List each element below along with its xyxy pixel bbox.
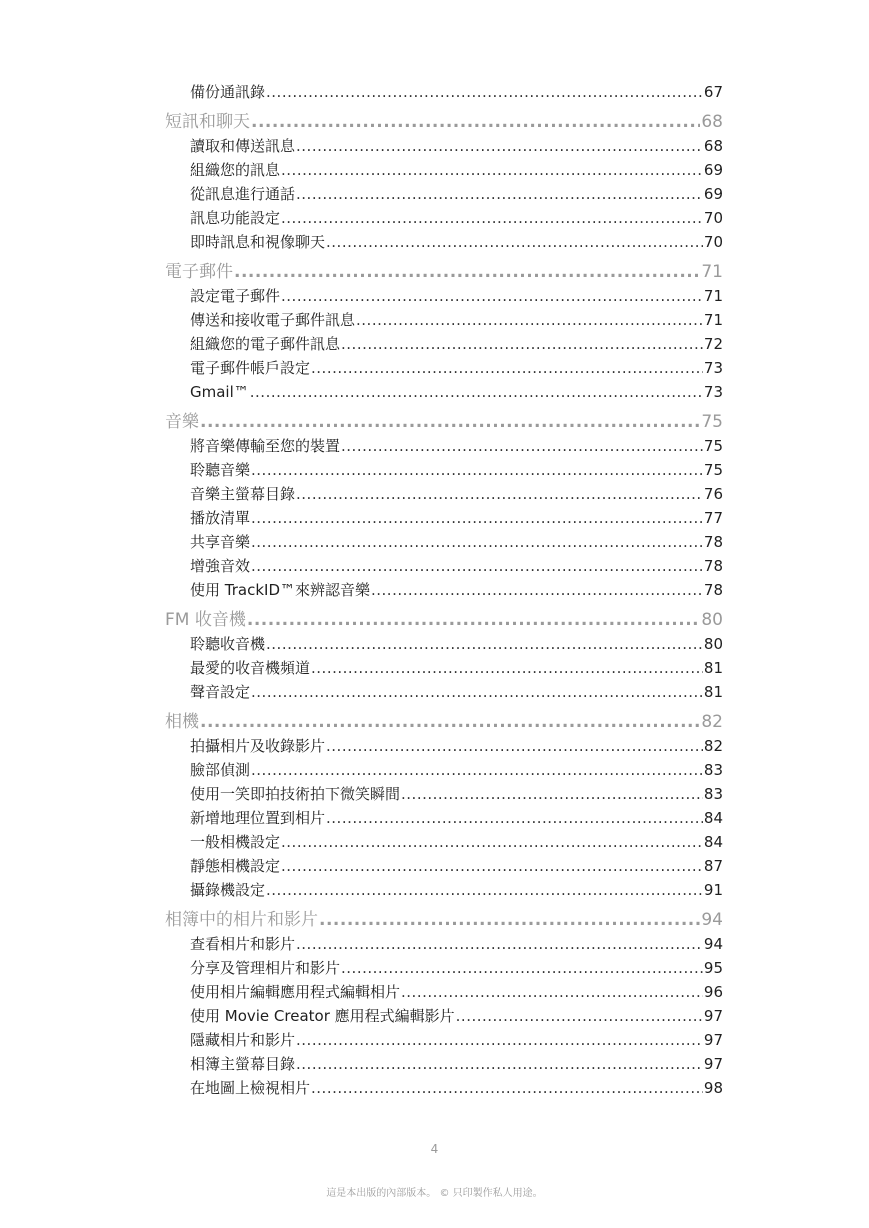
toc-entry[interactable] (165, 758, 723, 782)
toc-entry-title: 設定電子郵件 (190, 287, 281, 305)
toc-entry-title: 隱藏相片和影片 (190, 1031, 296, 1049)
dot-leader (281, 284, 703, 308)
toc-entry-title: 播放清單 (190, 509, 251, 527)
toc-entry-title: 備份通訊錄 (190, 83, 266, 101)
dot-leader (456, 1004, 703, 1028)
toc-section[interactable] (165, 908, 723, 932)
dot-leader (251, 680, 703, 704)
toc-entry[interactable] (165, 284, 723, 308)
toc-entry[interactable] (165, 806, 723, 830)
toc-page-number: 78 (703, 533, 723, 551)
dot-leader (200, 410, 700, 434)
toc-page-number: 73 (703, 383, 723, 401)
toc-entry-title: 讀取和傳送訊息 (190, 137, 296, 155)
toc-page-number: 70 (703, 209, 723, 227)
toc-page-number: 80 (703, 635, 723, 653)
toc-entry[interactable] (165, 956, 723, 980)
dot-leader (296, 1028, 703, 1052)
toc-entry-title: 訊息功能設定 (190, 209, 281, 227)
dot-leader (311, 356, 703, 380)
toc-entry[interactable] (165, 182, 723, 206)
toc-entry-title: 相簿主螢幕目錄 (190, 1055, 296, 1073)
toc-entry[interactable] (165, 632, 723, 656)
toc-page-number: 94 (703, 935, 723, 953)
toc-entry-title: 一般相機設定 (190, 833, 281, 851)
toc-entry-title: Gmail™ (190, 383, 249, 401)
dot-leader (296, 482, 703, 506)
toc-page-number: 94 (701, 910, 723, 930)
toc-entry[interactable] (165, 734, 723, 758)
toc-entry[interactable] (165, 1028, 723, 1052)
toc-entry-title: 組織您的訊息 (190, 161, 281, 179)
toc-page-number: 77 (703, 509, 723, 527)
toc-entry-title: 增強音效 (190, 557, 251, 575)
toc-page-number: 75 (703, 461, 723, 479)
toc-page-number: 83 (703, 785, 723, 803)
toc-entry[interactable] (165, 578, 723, 602)
toc-entry[interactable] (165, 206, 723, 230)
dot-leader (281, 206, 703, 230)
toc-section-title: 短訊和聊天 (165, 112, 250, 132)
dot-leader (319, 908, 700, 932)
toc-page-number: 70 (703, 233, 723, 251)
dot-leader (266, 632, 703, 656)
toc-entry[interactable] (165, 1076, 723, 1100)
toc-entry-title: 使用 Movie Creator 應用程式編輯影片 (190, 1007, 455, 1025)
toc-page-number: 95 (703, 959, 723, 977)
toc-section[interactable] (165, 260, 723, 284)
toc-page-number: 68 (701, 112, 723, 132)
dot-leader (356, 308, 703, 332)
toc-section-title: 電子郵件 (165, 262, 233, 282)
toc-page-number: 83 (703, 761, 723, 779)
toc-page-number: 75 (701, 412, 723, 432)
toc-page-number: 97 (703, 1031, 723, 1049)
toc-page-number: 75 (703, 437, 723, 455)
dot-leader (250, 380, 703, 404)
toc-page-number: 71 (703, 311, 723, 329)
toc-entry[interactable] (165, 80, 723, 104)
dot-leader (401, 782, 703, 806)
toc-entry-title: 音樂主螢幕目錄 (190, 485, 296, 503)
toc-entry-title: 臉部偵測 (190, 761, 251, 779)
toc-page-number: 69 (703, 185, 723, 203)
toc-entry-title: 電子郵件帳戶設定 (190, 359, 311, 377)
dot-leader (281, 854, 703, 878)
toc-entry-title: 使用 TrackID™來辨認音樂 (190, 581, 370, 599)
page-number: 4 (430, 1142, 439, 1156)
dot-leader (251, 506, 703, 530)
toc-entry[interactable] (165, 554, 723, 578)
toc-page-number: 82 (703, 737, 723, 755)
toc-section[interactable] (165, 608, 723, 632)
toc-entry-title: 使用一笑即拍技術拍下微笑瞬間 (190, 785, 401, 803)
dot-leader (281, 158, 703, 182)
toc-entry[interactable] (165, 932, 723, 956)
dot-leader (251, 554, 703, 578)
toc-page-number: 87 (703, 857, 723, 875)
toc-entry[interactable] (165, 434, 723, 458)
toc-entry-title: 組織您的電子郵件訊息 (190, 335, 341, 353)
dot-leader (266, 878, 703, 902)
toc-entry[interactable] (165, 980, 723, 1004)
toc-entry-title: 新增地理位置到相片 (190, 809, 326, 827)
dot-leader (311, 1076, 703, 1100)
toc-page-number: 72 (703, 335, 723, 353)
dot-leader (266, 80, 703, 104)
toc-page-number: 84 (703, 809, 723, 827)
toc-entry-title: 聆聽收音機 (190, 635, 266, 653)
toc-entry[interactable] (165, 530, 723, 554)
toc-entry[interactable] (165, 854, 723, 878)
toc-page-number: 69 (703, 161, 723, 179)
toc-entry[interactable] (165, 782, 723, 806)
toc-page-number: 78 (703, 557, 723, 575)
toc-page-number: 68 (703, 137, 723, 155)
dot-leader (281, 830, 703, 854)
toc-entry[interactable] (165, 380, 723, 404)
toc-entry-title: 使用相片編輯應用程式編輯相片 (190, 983, 401, 1001)
toc-page-number: 73 (703, 359, 723, 377)
toc-entry[interactable] (165, 878, 723, 902)
toc-entry-title: 在地圖上檢視相片 (190, 1079, 311, 1097)
toc-entry-title: 即時訊息和視像聊天 (190, 233, 326, 251)
dot-leader (247, 608, 701, 632)
toc-entry[interactable] (165, 308, 723, 332)
toc-page-number: 82 (701, 712, 723, 732)
toc-section-title: FM 收音機 (165, 610, 246, 630)
toc-entry[interactable] (165, 332, 723, 356)
toc-entry[interactable] (165, 134, 723, 158)
toc-entry-title: 聲音設定 (190, 683, 251, 701)
toc-entry-title: 最愛的收音機頻道 (190, 659, 311, 677)
dot-leader (296, 182, 703, 206)
dot-leader (371, 578, 703, 602)
toc-entry-title: 攝錄機設定 (190, 881, 266, 899)
toc-page-number: 98 (703, 1079, 723, 1097)
toc-entry-title: 聆聽音樂 (190, 461, 251, 479)
dot-leader (251, 530, 703, 554)
dot-leader (200, 710, 700, 734)
toc-section[interactable] (165, 710, 723, 734)
toc-entry[interactable] (165, 356, 723, 380)
dot-leader (401, 980, 703, 1004)
toc-page-number: 78 (703, 581, 723, 599)
toc-page-number: 71 (703, 287, 723, 305)
toc-page-number: 81 (703, 683, 723, 701)
toc-section[interactable] (165, 110, 723, 134)
toc-section-title: 相機 (165, 712, 199, 732)
table-of-contents (165, 80, 723, 1100)
toc-entry[interactable] (165, 458, 723, 482)
toc-entry[interactable] (165, 230, 723, 254)
toc-section-title: 音樂 (165, 412, 199, 432)
dot-leader (326, 734, 703, 758)
toc-page-number: 84 (703, 833, 723, 851)
toc-entry-title: 傳送和接收電子郵件訊息 (190, 311, 356, 329)
toc-entry[interactable] (165, 1004, 723, 1028)
dot-leader (296, 134, 703, 158)
toc-entry[interactable] (165, 680, 723, 704)
dot-leader (296, 1052, 703, 1076)
toc-entry[interactable] (165, 158, 723, 182)
toc-page-number: 81 (703, 659, 723, 677)
dot-leader (341, 956, 703, 980)
dot-leader (341, 434, 703, 458)
footer-note: 這是本出版的內部版本。 © 只印製作私人用途。 (326, 1188, 543, 1199)
toc-entry-title: 分享及管理相片和影片 (190, 959, 341, 977)
dot-leader (326, 806, 703, 830)
toc-entry[interactable] (165, 830, 723, 854)
dot-leader (251, 110, 700, 134)
toc-page-number: 97 (703, 1055, 723, 1073)
toc-section-title: 相簿中的相片和影片 (165, 910, 318, 930)
dot-leader (311, 656, 703, 680)
toc-entry[interactable] (165, 506, 723, 530)
dot-leader (251, 458, 703, 482)
toc-entry-title: 靜態相機設定 (190, 857, 281, 875)
toc-page-number: 96 (703, 983, 723, 1001)
toc-page-number: 80 (701, 610, 723, 630)
toc-entry-title: 共享音樂 (190, 533, 251, 551)
dot-leader (341, 332, 703, 356)
toc-page-number: 67 (703, 83, 723, 101)
dot-leader (326, 230, 703, 254)
toc-page-number: 71 (701, 262, 723, 282)
toc-page-number: 97 (703, 1007, 723, 1025)
dot-leader (251, 758, 703, 782)
toc-page-number: 76 (703, 485, 723, 503)
dot-leader (296, 932, 703, 956)
toc-entry-title: 將音樂傳輸至您的裝置 (190, 437, 341, 455)
dot-leader (234, 260, 700, 284)
toc-entry-title: 從訊息進行通話 (190, 185, 296, 203)
toc-entry[interactable] (165, 482, 723, 506)
toc-entry[interactable] (165, 1052, 723, 1076)
toc-page-number: 91 (703, 881, 723, 899)
toc-entry-title: 拍攝相片及收錄影片 (190, 737, 326, 755)
toc-entry[interactable] (165, 656, 723, 680)
toc-entry-title: 查看相片和影片 (190, 935, 296, 953)
toc-section[interactable] (165, 410, 723, 434)
